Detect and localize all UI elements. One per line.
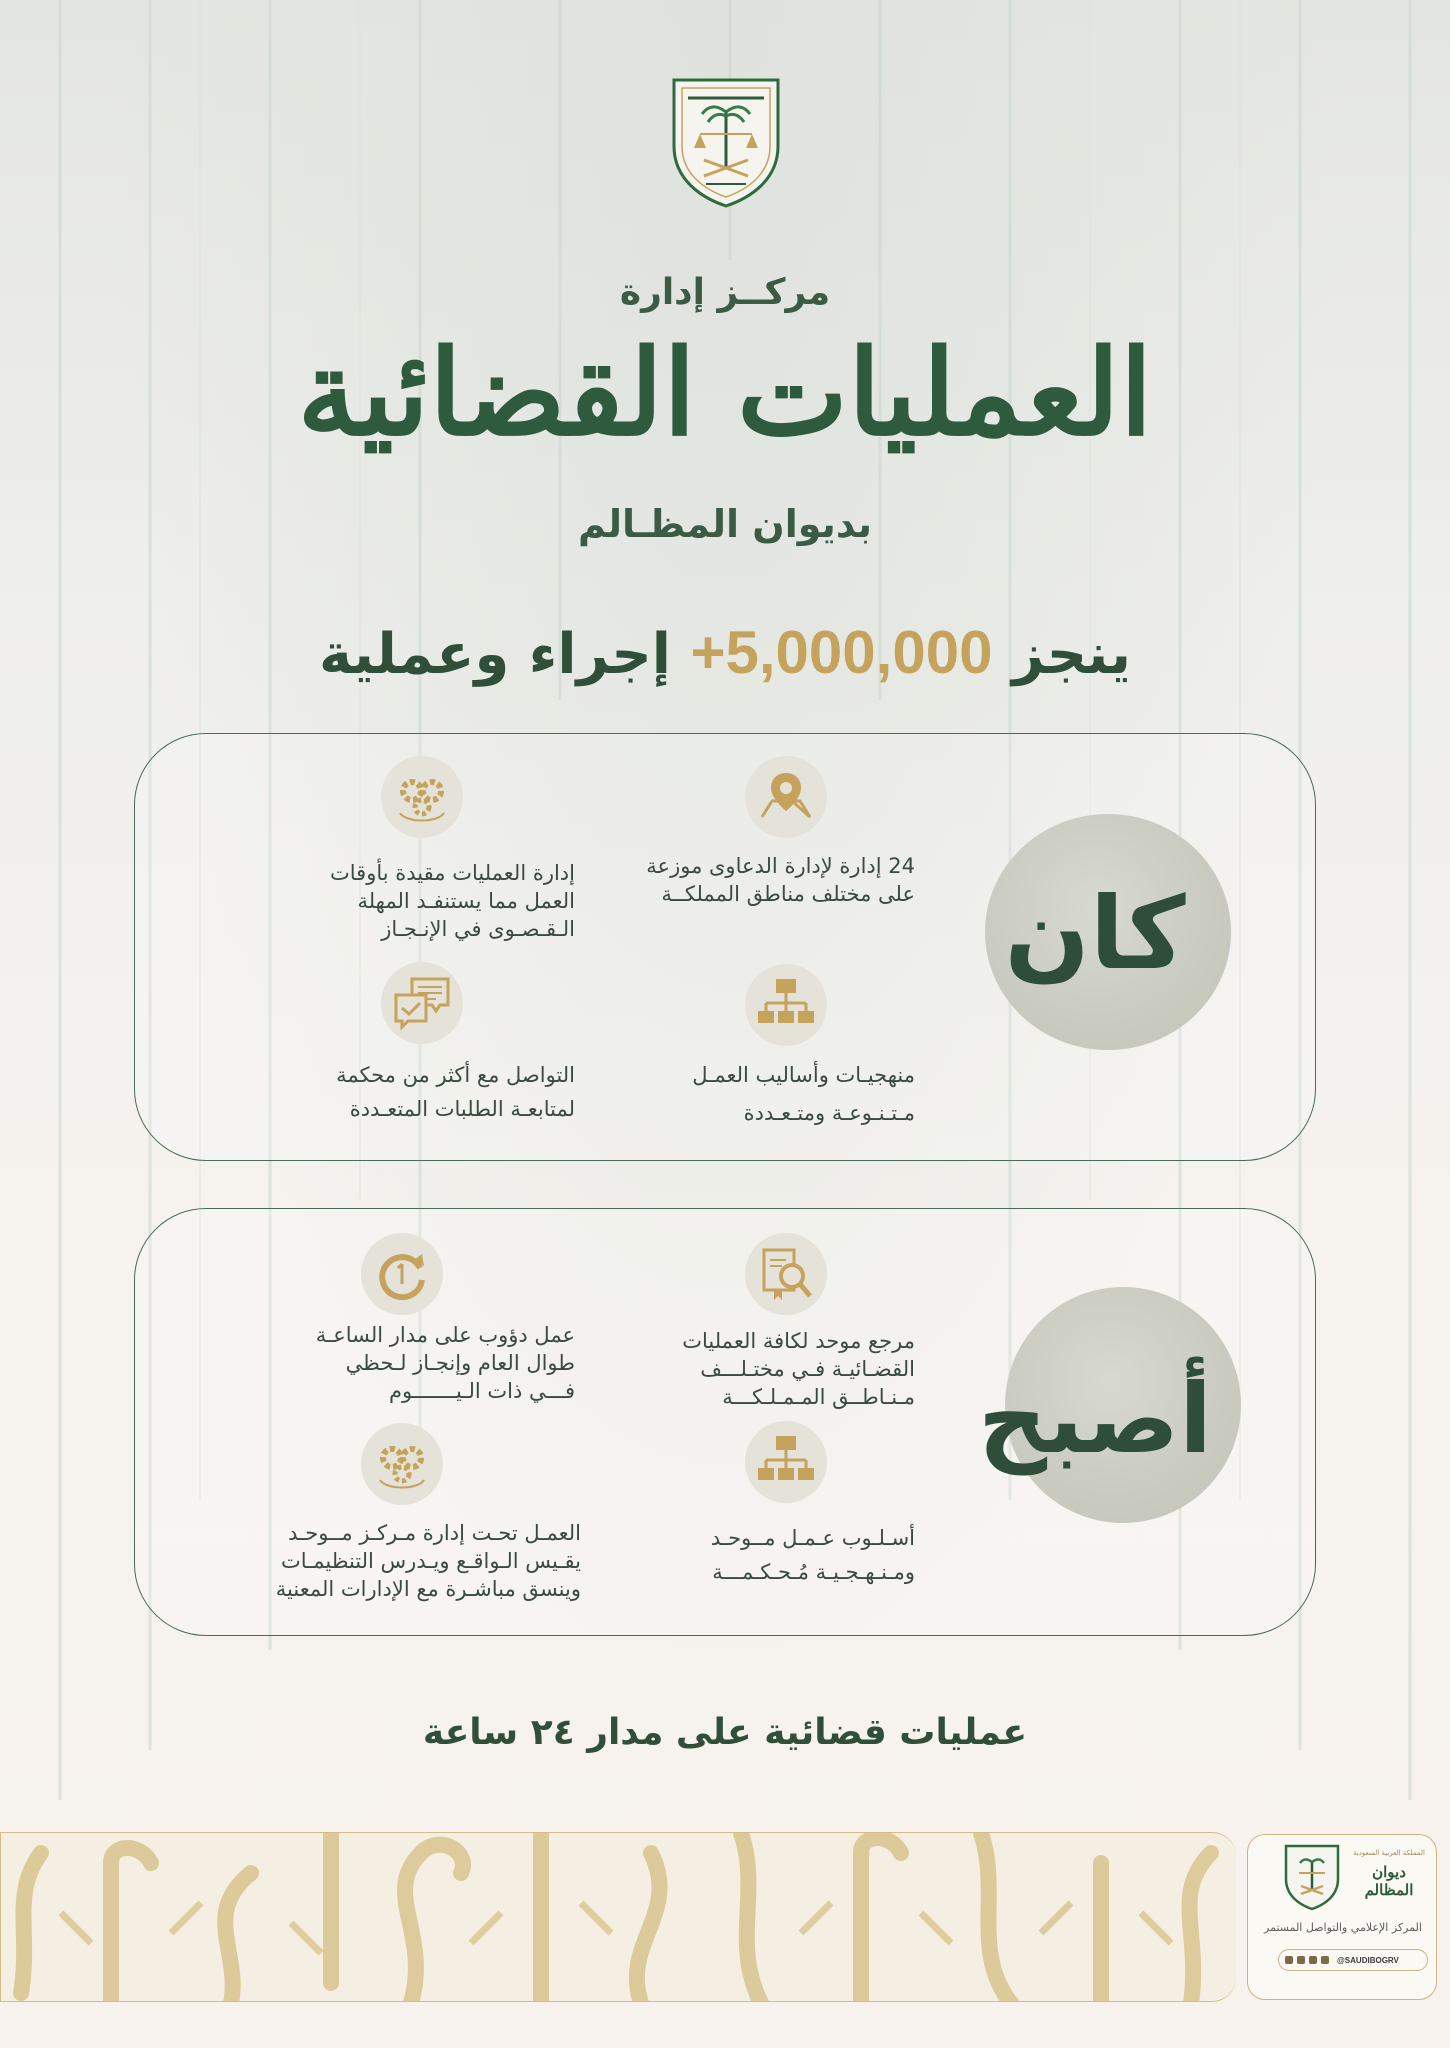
stat-number: +5,000,000 [690, 619, 993, 686]
was-item-1-text: 24 إدارة لإدارة الدعاوى موزعة على مختلف مناطق المملكــة [646, 854, 915, 906]
diwan-emblem-logo [670, 76, 782, 208]
social-handle[interactable]: @SAUDIBOGRV [1337, 1955, 1399, 1965]
footer-phrase: عمليات قضائية على مدار ٢٤ ساعة [422, 1712, 1028, 1753]
calligraphy-pattern [1, 1833, 1236, 2002]
panel-now [134, 1208, 1316, 1636]
now-item-2-text: عمل دؤوب على مدار الساعـة طوال العام وإنجـاز لـحظي فـــي ذات الـيـــــــوم [315, 1323, 575, 1403]
panel-label-now: أصبح [977, 1363, 1213, 1475]
was-item-4-text: التواصل مع أكثر من محكمة لمتابعـة الطلبات المتعـددة [336, 1063, 575, 1121]
stat-line [0, 618, 1450, 687]
location-map-icon [756, 767, 816, 827]
icon-circle [361, 1233, 443, 1315]
instagram-icon[interactable] [1309, 1956, 1317, 1964]
calligraphy-band [0, 1832, 1236, 2002]
icon-circle [361, 1423, 443, 1505]
now-item-4-text: العمـل تحـت إدارة مـركـز مــوحـد يقـيس الـواقـع ويـدرس التنظيمـات وينسق مباشـرة مع الإدارات المعنية [275, 1521, 581, 1601]
snapchat-icon[interactable] [1321, 1956, 1329, 1964]
was-item-2-text: إدارة العمليات مقيدة بأوقات العمل مما يستنفـد المهلة الـقـصـوى في الإنـجـاز [330, 861, 575, 941]
chat-bubbles-icon [392, 973, 452, 1033]
document-search-icon [756, 1244, 816, 1304]
gears-icon [392, 767, 452, 827]
now-item-1-text: مرجع موحد لكافة العمليات القضـائيـة فـي مختـلـــف مـنـاطــق المـمـلـكـــة [682, 1329, 915, 1409]
org-chart-icon [756, 975, 816, 1035]
icon-circle [745, 1233, 827, 1315]
was-item-3-text: منهجيـات وأساليب العمـل مـتـنـوعـة ومتـعـددة [692, 1063, 915, 1125]
gears-icon [372, 1434, 432, 1494]
icon-circle [745, 1421, 827, 1503]
footer-logo-box [1247, 1834, 1437, 2000]
brand-name: ديوان المظالم [1364, 1863, 1414, 1899]
panel-label-was: كان [1004, 875, 1186, 992]
social-bar [1278, 1949, 1428, 1971]
icon-circle [745, 964, 827, 1046]
title-calligraphy: العمليات القضائية [297, 323, 1153, 462]
title-small: مركــز إدارة [619, 272, 831, 313]
title-subtitle: بديوان المظـالم [577, 502, 873, 546]
media-center-name: المركز الإعلامي والتواصل المستمر [1264, 1921, 1422, 1934]
brand-country: المملكة العربية السعودية [1353, 1849, 1425, 1857]
x-icon[interactable] [1297, 1956, 1305, 1964]
org-chart-icon [756, 1432, 816, 1492]
youtube-icon[interactable] [1285, 1956, 1293, 1964]
icon-circle [381, 962, 463, 1044]
icon-circle [745, 756, 827, 838]
refresh-24-icon [372, 1244, 432, 1304]
now-item-3-text: أسـلـوب عـمـل مــوحـد ومـنـهـجـيـة مُـحـكـمـــة [710, 1526, 915, 1584]
stat-suffix: إجراء وعملية [318, 622, 671, 687]
stat-prefix: ينجز [1011, 622, 1132, 687]
diwan-emblem-small [1284, 1843, 1340, 1911]
panel-was [134, 733, 1316, 1161]
icon-circle [381, 756, 463, 838]
